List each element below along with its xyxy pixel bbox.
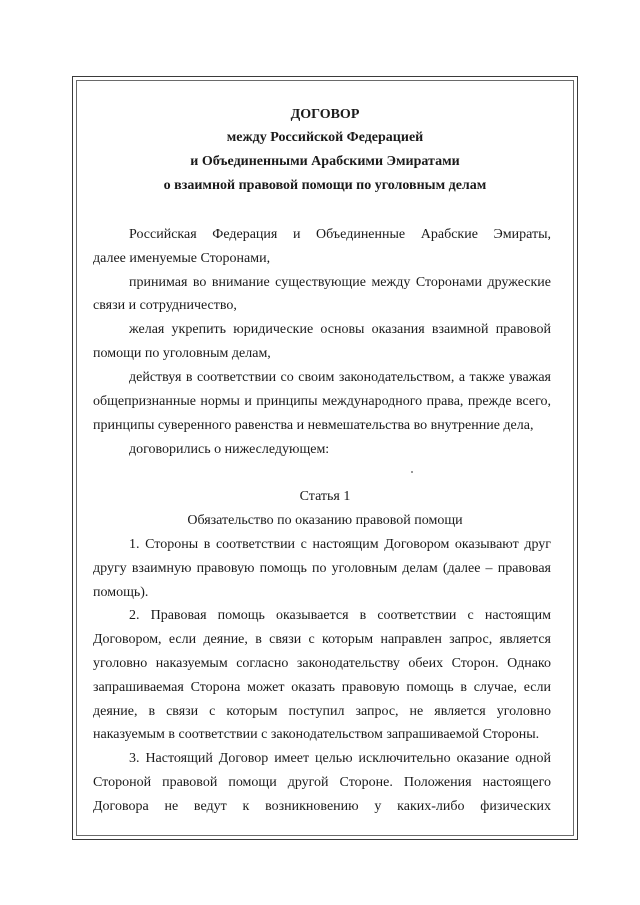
article-text-line: 3. Настоящий Договор имеет целью исключительно оказание одной [129, 751, 551, 766]
preamble-line: желая укрепить юридические основы оказания взаимной правовой [129, 322, 551, 337]
article-text-line: Договора не ведут к возникновению у каких-либо физических [93, 799, 551, 814]
preamble-line: принимая во внимание существующие между Сторонами дружеские [129, 275, 551, 290]
article-text-line: уголовно наказуемым согласно законодательству обеих Сторон. Однако [93, 656, 551, 671]
scan-speck [411, 471, 413, 473]
document-subtitle-line-3: о взаимной правовой помощи по уголовным делам [163, 178, 487, 193]
article-text-line: Договором, если деяние, в связи с которым направлен запрос, является [93, 632, 551, 647]
document-subtitle-line-1: между Российской Федерацией [226, 130, 424, 145]
article-text-line: 1. Стороны в соответствии с настоящим Договором оказывают друг [129, 537, 551, 552]
article-text-line: помощь). [93, 585, 149, 600]
preamble-line: связи и сотрудничество, [93, 298, 237, 313]
document-subtitle-line-2: и Объединенными Арабскими Эмиратами [190, 154, 460, 169]
document-title: ДОГОВОР [290, 107, 360, 122]
preamble-line: договорились о нижеследующем: [129, 442, 330, 457]
article-subheading: Обязательство по оказанию правовой помощи [187, 513, 463, 528]
preamble-line: далее именуемые Сторонами, [93, 251, 271, 266]
article-heading: Статья 1 [299, 489, 351, 504]
preamble-line: действуя в соответствии со своим законодательством, а также уважая [129, 370, 551, 385]
preamble-line: принципы суверенного равенства и невмешательства во внутренние дела, [93, 418, 534, 433]
article-text-line: наказуемым в соответствии с законодательством запрашиваемой Стороны. [93, 727, 540, 742]
article-text-line: запрашиваемая Сторона может оказать правовую помощь в случае, если [93, 680, 551, 695]
preamble-line: общепризнанные нормы и принципы международного права, прежде всего, [93, 394, 551, 409]
article-text-line: 2. Правовая помощь оказывается в соответствии с настоящим [129, 608, 551, 623]
article-text-line: Стороной правовой помощи другой Стороне. Положения настоящего [93, 775, 551, 790]
preamble-line: помощи по уголовным делам, [93, 346, 271, 361]
article-text-line: деяние, в связи с которым поступил запрос, не является уголовно [93, 704, 551, 719]
article-text-line: другу взаимную правовую помощь по уголовным делам (далее – правовая [93, 561, 551, 576]
preamble-line: Российская Федерация и Объединенные Арабские Эмираты, [129, 227, 551, 242]
